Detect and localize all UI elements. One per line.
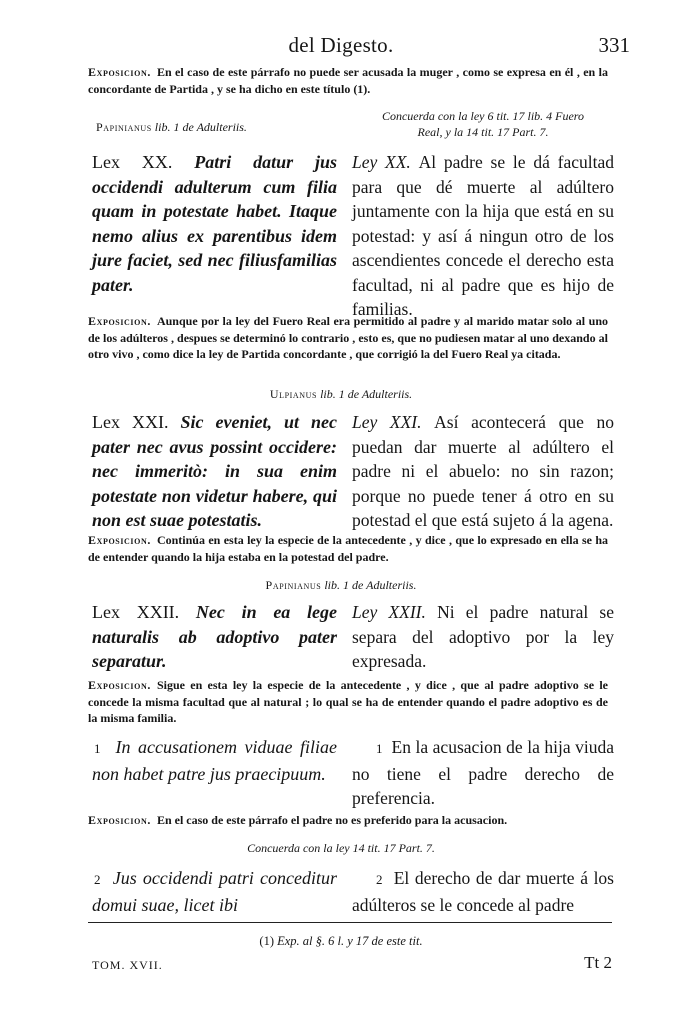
concordance-paragraph-1: Concuerda con la ley 14 tit. 17 Part. 7. — [247, 841, 435, 855]
footnote — [0, 934, 682, 949]
concordance-line-2: Real, y la 14 tit. 17 Part. 7. — [417, 125, 549, 139]
paragraph-number: 2 — [94, 872, 101, 887]
ley-heading: Ley XXII. — [352, 602, 426, 622]
exposicion-paragraph-1 — [88, 812, 608, 829]
spanish-paragraph-1 — [352, 735, 614, 811]
exposicion-label: Exposicion. — [88, 314, 151, 328]
lex-text: Sic eveniet, ut nec pater nec avus possint occidere: nec immeritò: in sua enim potestate non videtur habere, qui non est suae potestatis. — [92, 412, 337, 530]
spanish-ley-xxii — [352, 600, 614, 674]
latin-paragraph-2 — [92, 866, 337, 917]
ley-text: Así acontecerá que no puedan dar muerte al adúltero el padre ni el abuelo: no sin razon; porque no puede tener á otro en su potestad el que está sujeto á la agena. — [352, 412, 615, 530]
exposicion-label: Exposicion. — [88, 813, 151, 827]
spanish-paragraph-2 — [352, 866, 614, 917]
latin-lex-xx — [92, 150, 337, 297]
source-citation-lex-xxi — [0, 387, 682, 402]
exposicion-text: Continúa en esta ley la especie de la antecedente , y dice , que lo expresado en ella se ha de entender quando la hija estaba en la potestad del padre. — [88, 533, 608, 564]
exposicion-label: Exposicion. — [88, 678, 151, 692]
concordance-line-1: Concuerda con la ley 6 tit. 17 lib. 4 Fuero — [381, 109, 585, 123]
ley-text: Al padre se le dá facultad para que dé muerte al adúltero juntamente con la hija que está en su potestad: y así á ningun otro de los ascendientes concede el derecho esta facultad, ni al padre que es hijo de familias. — [352, 152, 614, 319]
source-citation-lex-xx — [96, 120, 247, 135]
spanish-ley-xxi — [352, 410, 614, 533]
footnote-text: Exp. al §. 6 l. y 17 de este tit. — [277, 934, 423, 948]
exposicion-text: En el caso de este párrafo el padre no es preferido para la acusacion. — [156, 813, 508, 827]
spanish-ley-xx — [352, 150, 614, 322]
ley-heading: Ley XX. — [352, 152, 411, 172]
paragraph-text: El derecho de dar muerte á los adúlteros se le concede al padre — [352, 868, 614, 915]
exposicion-text: En el caso de este párrafo no puede ser acusada la muger , como se expresa en él , en la concordante de Partida , y se ha dicho en este título (1). — [88, 65, 608, 96]
paragraph-number: 2 — [376, 872, 383, 887]
paragraph-number: 1 — [94, 741, 101, 756]
running-head-title: del Digesto. — [288, 33, 394, 57]
exposicion-label: Exposicion. — [88, 65, 151, 79]
ley-heading: Ley XXI. — [352, 412, 422, 432]
latin-paragraph-1 — [92, 735, 337, 786]
footnote-rule — [88, 922, 612, 923]
concordance-lex-xx — [352, 108, 614, 140]
paragraph-number: 1 — [376, 741, 383, 756]
paragraph-text: Jus occidendi patri conceditur domui suae, licet ibi — [92, 868, 337, 915]
source-work: lib. 1 de Adulteriis. — [320, 387, 413, 401]
signature-mark: Tt 2 — [584, 953, 612, 972]
latin-lex-xxii — [92, 600, 337, 674]
exposicion-text: Aunque por la ley del Fuero Real era permitido al padre y al marido matar solo al uno de los adúlteros , despues se determinó lo contrario , esto es, que no pudiesen matar al uno dexando al otro vivo , como dice la ley de Partida concordante , que corrigió la del Fuero Real ya citada. — [88, 314, 608, 361]
source-work: lib. 1 de Adulteriis. — [324, 578, 417, 592]
source-author: Ulpianus — [269, 387, 318, 401]
exposicion-label: Exposicion. — [88, 533, 151, 547]
source-author: Papinianus — [96, 120, 152, 134]
exposicion-lex-xxi — [88, 532, 608, 565]
exposicion-top — [88, 64, 608, 97]
exposicion-lex-xx — [88, 313, 608, 363]
paragraph-text: In accusationem viduae filiae non habet patre jus praecipuum. — [92, 737, 337, 784]
paragraph-text: En la acusacion de la hija viuda no tiene el padre derecho de preferencia. — [352, 737, 614, 808]
exposicion-lex-xxii — [88, 677, 608, 727]
source-author: Papinianus — [265, 578, 322, 592]
latin-lex-xxi — [92, 410, 337, 533]
page-number: 331 — [598, 33, 630, 57]
lex-heading: Lex XX. — [92, 152, 173, 172]
ley-text: Ni el padre natural se separa del adoptivo por la ley expresada. — [352, 602, 615, 671]
lex-heading: Lex XXII. — [92, 602, 180, 622]
source-citation-lex-xxii — [0, 578, 682, 593]
exposicion-text: Sigue en esta ley la especie de la antecedente , y dice , que al padre adoptivo se le concede la misma facultad que al natural ; lo qual se ha de entender quando el padre adoptivo es de la misma familia. — [88, 678, 608, 725]
footnote-mark: (1) — [259, 934, 274, 948]
volume-mark: TOM. XVII. — [92, 958, 163, 972]
lex-heading: Lex XXI. — [92, 412, 169, 432]
source-work: lib. 1 de Adulteriis. — [154, 120, 247, 134]
lex-text: Patri datur jus occidendi adulterum cum filia quam in potestate habet. Itaque nemo alius ex parentibus idem jure faciet, sed nec filiusfamilias pater. — [92, 152, 338, 295]
lex-text: Nec in ea lege naturalis ab adoptivo pater separatur. — [92, 602, 337, 671]
